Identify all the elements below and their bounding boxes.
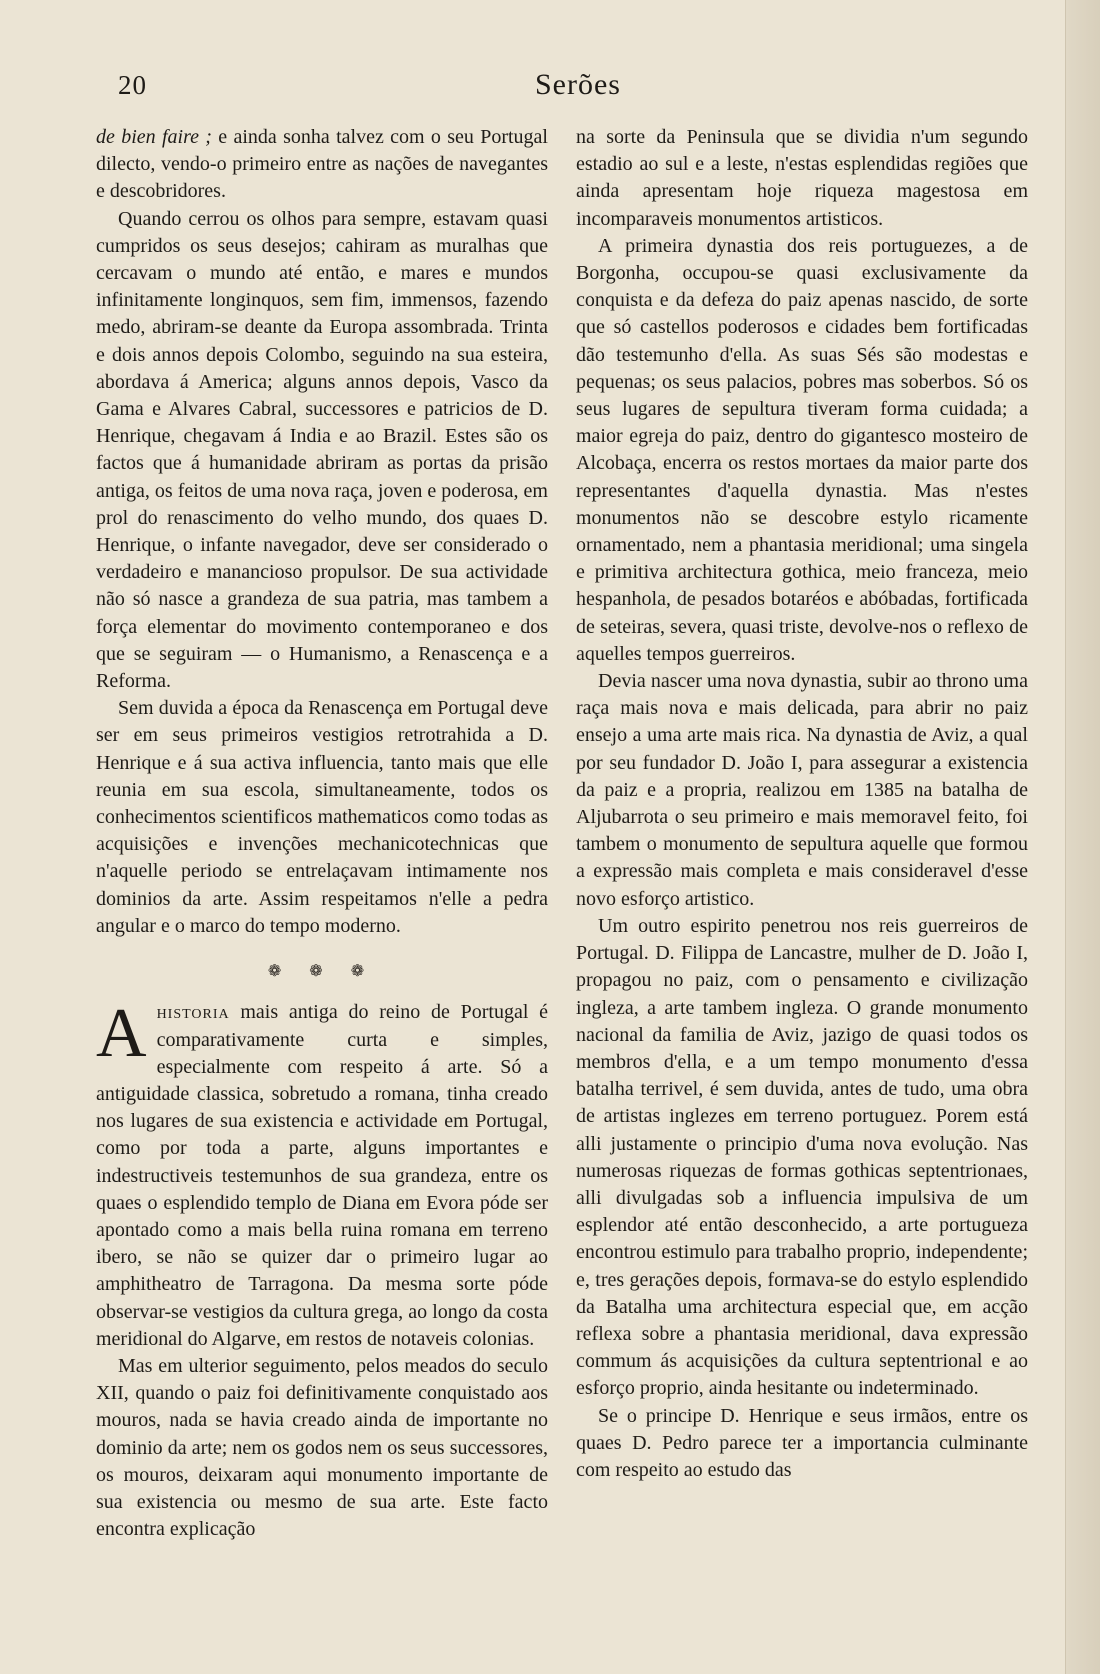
paragraph: na sorte da Peninsula que se dividia n'um segundo estadio ao sul e a leste, n'estas esplendidas regiões que ainda apresentam hoje riqueza magestosa em incomparaveis monumentos artisticos.: [576, 126, 1028, 230]
section-opening-paragraph: [96, 995, 548, 1353]
paragraph-text: mais antiga do reino de Portugal é comparativamente curta e simples, especialmente com respeito á arte. Só a antiguidade classica, sobretudo a romana, tinha creado nos lugares de sua existencia e actividade em Portugal, como por toda a parte, alguns importantes e indestructiveis testemunhos de sua grandeza, entre os quaes o esplendido templo de Diana em Evora póde ser apontado como a mais bella ruina romana em terreno ibero, se não se quizer dar o primeiro lugar ao amphitheatro de Tarragona. Da mesma sorte póde observar-se vestigios da cultura grega, ao longo da costa meridional do Algarve, em restos de notaveis colonias.: [96, 1001, 548, 1350]
paragraph-text: e ainda sonha talvez com o seu Portugal dilecto, vendo-o primeiro entre as nações de navegantes e descobridores.: [96, 126, 548, 203]
right-column: [576, 124, 1028, 1484]
paragraph: Quando cerrou os olhos para sempre, estavam quasi cumpridos os seus desejos; cahiram as muralhas que cercavam o mundo até então, e mares e mundos infinitamente longinquos, sem fim, immensos, fazendo medo, abriram-se deante da Europa assombrada. Trinta e dois annos depois Colombo, seguindo na sua esteira, abordava á America; alguns annos depois, Vasco da Gama e Alvares Cabral, successores e patricios de D. Henrique, chegavam á India e ao Brazil. Estes são os factos que á humanidade abriram as portas da prisão antiga, os feitos de uma nova raça, joven e poderosa, em prol do renascimento do velho mundo, dos quaes D. Henrique, o infante navegador, deve ser considerado o verdadeiro e manancioso propulsor. De sua actividade não só nasce a grandeza de sua patria, mas tambem a força elementar do movimento contemporaneo e dos que se seguiram — o Humanismo, a Renascença e a Reforma.: [96, 207, 548, 693]
drop-cap: A: [96, 995, 147, 1073]
paragraph: [96, 124, 548, 206]
page-number: 20: [118, 70, 147, 100]
page-edge: [1065, 0, 1100, 1674]
running-title: Serões: [535, 68, 621, 101]
paragraph: Mas em ulterior seguimento, pelos meados do seculo XII, quando o paiz foi definitivamente conquistado aos mouros, nada se havia creado ainda de importante no dominio da arte; nem os godos nem os seus successores, os mouros, deixaram aqui monumento importante de sua existencia ou mesmo de sua arte. Este facto encontra explicação: [96, 1354, 548, 1541]
paragraph: Se o principe D. Henrique e seus irmãos, entre os quaes D. Pedro parece ter a importancia culminante com respeito ao estudo das: [576, 1404, 1028, 1481]
paragraph: Sem duvida a época da Renascença em Portugal deve ser em seus primeiros vestigios retrotrahida a D. Henrique e á sua activa influencia, tanto mais que elle reunia em sua escola, simultaneamente, todos os conhecimentos scientificos mathematicos como todas as acquisições e invenções mechanicotechnicas que n'aquelle periodo se entrelaçavam intimamente nos dominios da arte. Assim respeitamos n'elle a pedra angular e o marco do tempo moderno.: [96, 697, 548, 937]
left-column: [96, 124, 548, 1543]
paragraph: A primeira dynastia dos reis portuguezes, a de Borgonha, occupou-se quasi exclusivamente da conquista e da defeza do paiz apenas nascido, de sorte que só castellos poderosos e cidades bem fortificadas dão testemunho d'ella. As suas Sés são modestas e pequenas; os seus palacios, pobres mas soberbos. Só os seus lugares de sepultura tiveram forma cuidada; a maior egreja do paiz, dentro do gigantesco mosteiro de Alcobaça, encerra os restos mortaes da maior parte dos representantes d'aquella dynastia. Mas n'estes monumentos não se descobre estylo ricamente ornamentado, nem a phantasia meridional; uma singela e primitiva architectura gothica, meio franceza, meio hespanhola, de pesados botaréos e abóbadas, fortificada de seteiras, severa, quasi triste, devolve-nos o reflexo de aquelles tempos guerreiros.: [576, 234, 1028, 665]
italic-phrase: de bien faire ;: [96, 126, 212, 148]
page-header: [118, 70, 1038, 110]
smallcaps-word: historia: [156, 1001, 230, 1024]
paragraph: Devia nascer uma nova dynastia, subir ao throno uma raça mais nova e mais delicada, para abrir no paiz ensejo a uma arte mais rica. Na dynastia de Aviz, a qual por seu fundador D. João I, para assegurar a existencia da paiz e a propria, realizou em 1385 na batalha de Aljubarrota o seu primeiro e mais memoravel feito, foi tambem o monumento de sepultura aquelle que formou a expressão mais completa e mais consideravel d'esse novo esforço artistico.: [576, 670, 1028, 910]
paragraph: Um outro espirito penetrou nos reis guerreiros de Portugal. D. Filippa de Lancastre, mulher de D. João I, propagou no paiz, com o pensamento e civilização ingleza, a arte tambem ingleza. O grande monumento nacional da familia de Aviz, jazigo de quasi todos os membros d'ella, e a um tempo monumento d'essa batalha terrivel, é sem duvida, antes de tudo, uma obra de artistas inglezes em terreno portuguez. Porem está alli justamente o principio d'uma nova evolução. Nas numerosas riquezas de formas gothicas septentrionaes, alli divulgadas sob a influencia impulsiva de um esplendor até então desconhecido, a arte portugueza encontrou estimulo para trabalho proprio, independente; e, tres gerações depois, formava-se do estylo esplendido da Batalha uma architectura especial que, em acção reflexa sobre a phantasia meridional, dava expressão commum ás acquisições da cultura septentrional e ao esforço proprio, ainda hesitante ou indeterminado.: [576, 914, 1028, 1400]
section-ornament: ❁ ❁ ❁: [267, 963, 377, 981]
